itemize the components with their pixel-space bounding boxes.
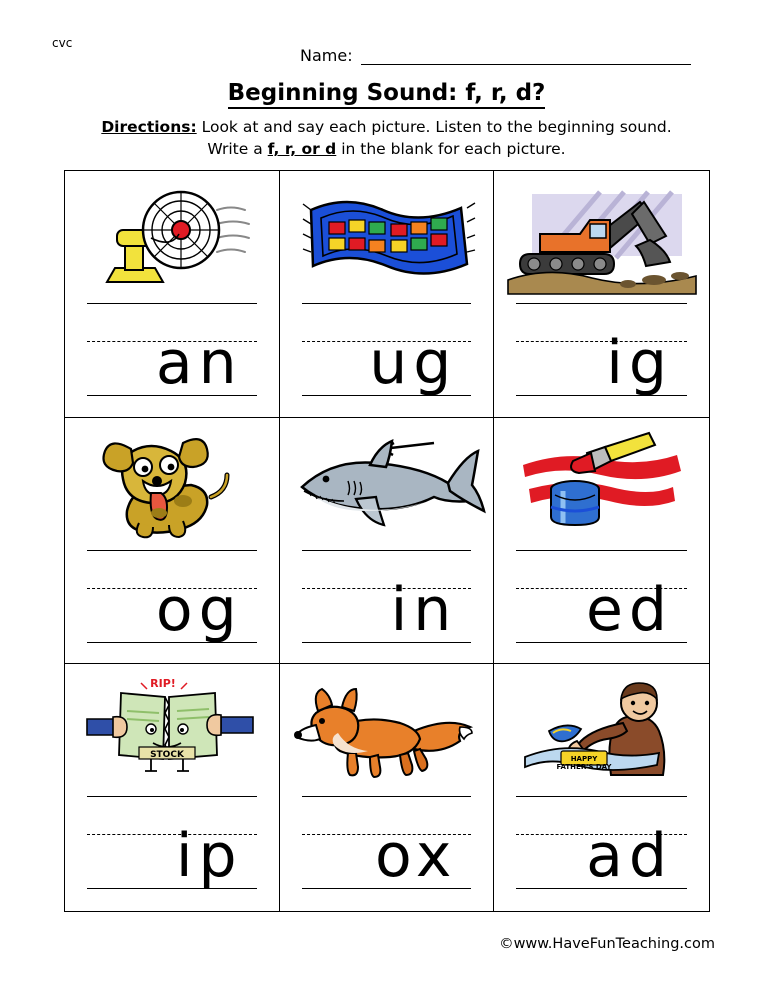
word-ending: ed [586,574,673,645]
name-field-row [300,46,691,65]
footer-credit: ©www.HaveFunTeaching.com [499,936,715,952]
top-line [516,796,687,797]
rug-picture [280,177,494,299]
rip-picture [65,670,279,792]
corner-tag: cvc [52,36,73,50]
svg-text:RIP!: RIP! [150,677,176,691]
word-ending: ig [606,328,673,398]
grid-cell[interactable] [65,418,280,665]
svg-text:FATHER'S DAY: FATHER'S DAY [556,763,612,772]
name-input-line[interactable] [361,49,691,65]
writing-lines [302,550,472,648]
svg-text:STOCK: STOCK [149,750,184,761]
top-line [87,796,257,797]
page-title-text: Beginning Sound: f, r, d? [228,80,546,109]
writing-lines [87,796,257,894]
directions [0,116,773,161]
grid-cell[interactable] [280,171,495,418]
directions-label: Directions: [101,118,197,136]
word-ending: ox [374,821,458,892]
writing-lines [516,796,687,894]
top-line [302,796,472,797]
directions-line-1 [0,116,773,138]
picture-grid [64,170,710,912]
page-title [0,80,773,106]
grid-cell[interactable] [280,418,495,665]
grid-cell[interactable] [65,664,280,911]
directions-line-2 [0,138,773,160]
writing-lines [302,796,472,894]
word-ending: ug [369,328,458,398]
directions-line-2-post: in the blank for each picture. [336,140,566,159]
grid-cell[interactable] [280,664,495,911]
grid-cell[interactable] [494,418,709,665]
grid-cell[interactable] [65,171,280,418]
top-line [87,303,257,304]
top-line [302,550,472,551]
word-ending: ad [586,821,673,892]
svg-text:HAPPY: HAPPY [570,755,597,764]
top-line [87,550,257,551]
directions-line-2-pre: Write a [207,140,268,159]
red-paint-picture [494,424,709,546]
directions-line-1-text: Look at and say each picture. Listen to the beginning sound. [196,118,672,136]
fin-picture [280,424,494,546]
word-ending: an [155,328,243,398]
word-ending: in [390,574,458,645]
top-line [516,550,687,551]
writing-lines [516,303,687,401]
fan-picture [65,177,279,299]
dog-picture [65,424,279,546]
fox-picture [280,670,494,792]
top-line [516,303,687,304]
word-ending: ip [175,821,243,892]
grid-cell[interactable] [494,171,709,418]
writing-lines [87,550,257,648]
writing-lines [302,303,472,401]
grid-cell[interactable] [494,664,709,911]
writing-lines [516,550,687,648]
digger-picture [494,177,709,299]
name-label: Name: [300,46,353,65]
writing-lines [87,303,257,401]
dad-picture [494,670,709,792]
directions-letters: f, r, or d [267,140,337,159]
word-ending: og [155,574,243,645]
top-line [302,303,472,304]
